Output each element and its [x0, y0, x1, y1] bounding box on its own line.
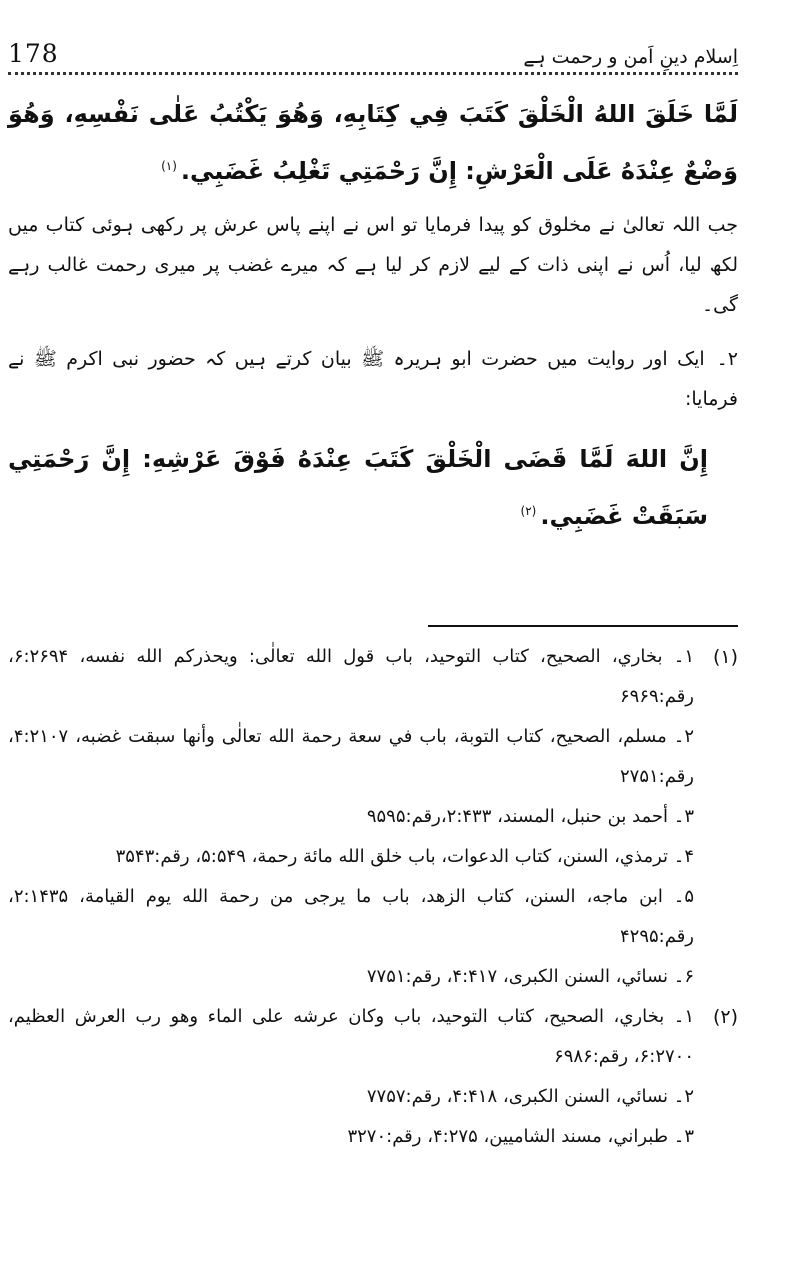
footnotes-section — [8, 637, 738, 1157]
footnote-marker: (۲) — [712, 1006, 738, 1028]
hadith-1-arabic — [8, 88, 738, 197]
hadith-2-text: إِنَّ اللهَ لَمَّا قَضَى الْخَلْقَ كَتَبَ عِنْدَهُ فَوْقَ عَرْشِهِ: إِنَّ رَحْمَتِي سَبَقَتْ غَضَبِي. — [8, 445, 708, 530]
footnote-marker: (۱) — [712, 646, 738, 668]
footnote-citation: ۳۔ أحمد بن حنبل، المسند، ۲:۴۳۳،رقم:۹۵۹۵ — [366, 806, 694, 827]
page-header — [8, 28, 738, 68]
footnote-citation: ۳۔ طبراني، مسند الشاميين، ۴:۲۷۵، رقم:۳۲۷۰ — [347, 1126, 694, 1147]
footnote-ref-2: (۲) — [520, 504, 537, 518]
footnote-group-1 — [8, 637, 738, 997]
hadith-2-block — [8, 433, 738, 542]
footnote-citation: ۵۔ ابن ماجه، السنن، كتاب الزهد، باب ما يرجى من رحمة الله يوم القيامة، ۲:۱۴۳۵، رقم:۴۲۹۵ — [8, 886, 694, 947]
header-divider — [8, 72, 738, 75]
footnote-citation: ۴۔ ترمذي، السنن، كتاب الدعوات، باب خلق الله مائة رحمة، ۵:۵۴۹، رقم:۳۵۴۳ — [115, 846, 694, 867]
hadith-2-arabic — [8, 433, 708, 542]
footnote-citation: ۲۔ نسائي، السنن الكبرى، ۴:۴۱۸، رقم:۷۷۵۷ — [366, 1086, 694, 1107]
main-content — [8, 88, 738, 550]
footnote-citation: ۱۔ بخاري، الصحيح، كتاب التوحيد، باب وكان عرشه على الماء وهو رب العرش العظيم، ۶:۲۷۰۰، رقم:۶۹۸۶ — [8, 1006, 694, 1067]
page-number: 178 — [8, 39, 59, 68]
narration-2-intro — [8, 339, 738, 419]
hadith-1-text: لَمَّا خَلَقَ اللهُ الْخَلْقَ كَتَبَ فِي كِتَابِهِ، وَهُوَ يَكْتُبُ عَلٰى نَفْسِهِ، وَهُوَ وَضْعٌ عِنْدَهُ عَلَى الْعَرْشِ: إِنَّ رَحْمَتِي تَغْلِبُ غَضَبِي. — [8, 100, 738, 185]
footnote-citation: ۶۔ نسائي، السنن الكبرى، ۴:۴۱۷، رقم:۷۷۵۱ — [366, 966, 694, 987]
item-number: ۲۔ — [716, 348, 738, 370]
footnote-citation: ۲۔ مسلم، الصحيح، كتاب التوبة، باب في سعة رحمة الله تعالٰى وأنها سبقت غضبه، ۴:۲۱۰۷، رقم:۲۷۵۱ — [8, 726, 694, 787]
footnote-divider — [428, 625, 738, 627]
hadith-1-translation: جب اللہ تعالیٰ نے مخلوق کو پیدا فرمایا تو اس نے اپنے پاس عرش پر رکھی ہوئی کتاب میں لکھ لیا، اُس نے اپنی ذات کے لیے لازم کر لیا ہے کہ میرے غضب پر میری رحمت غالب رہے گی۔ — [8, 214, 738, 316]
running-title: اِسلام دینِ اَمن و رحمت ہے — [523, 46, 738, 68]
footnote-ref-1: (۱) — [161, 159, 177, 173]
footnote-group-2 — [8, 997, 738, 1157]
narration-text: ایک اور روایت میں حضرت ابو ہریرہ ﷺ بیان کرتے ہیں کہ حضور نبی اکرم ﷺ نے فرمایا: — [8, 348, 738, 410]
footnote-citation: ۱۔ بخاري، الصحيح، كتاب التوحيد، باب قول الله تعالٰى: ويحذركم الله نفسه، ۶:۲۶۹۴، رقم:۶۹۶۹ — [8, 646, 694, 707]
